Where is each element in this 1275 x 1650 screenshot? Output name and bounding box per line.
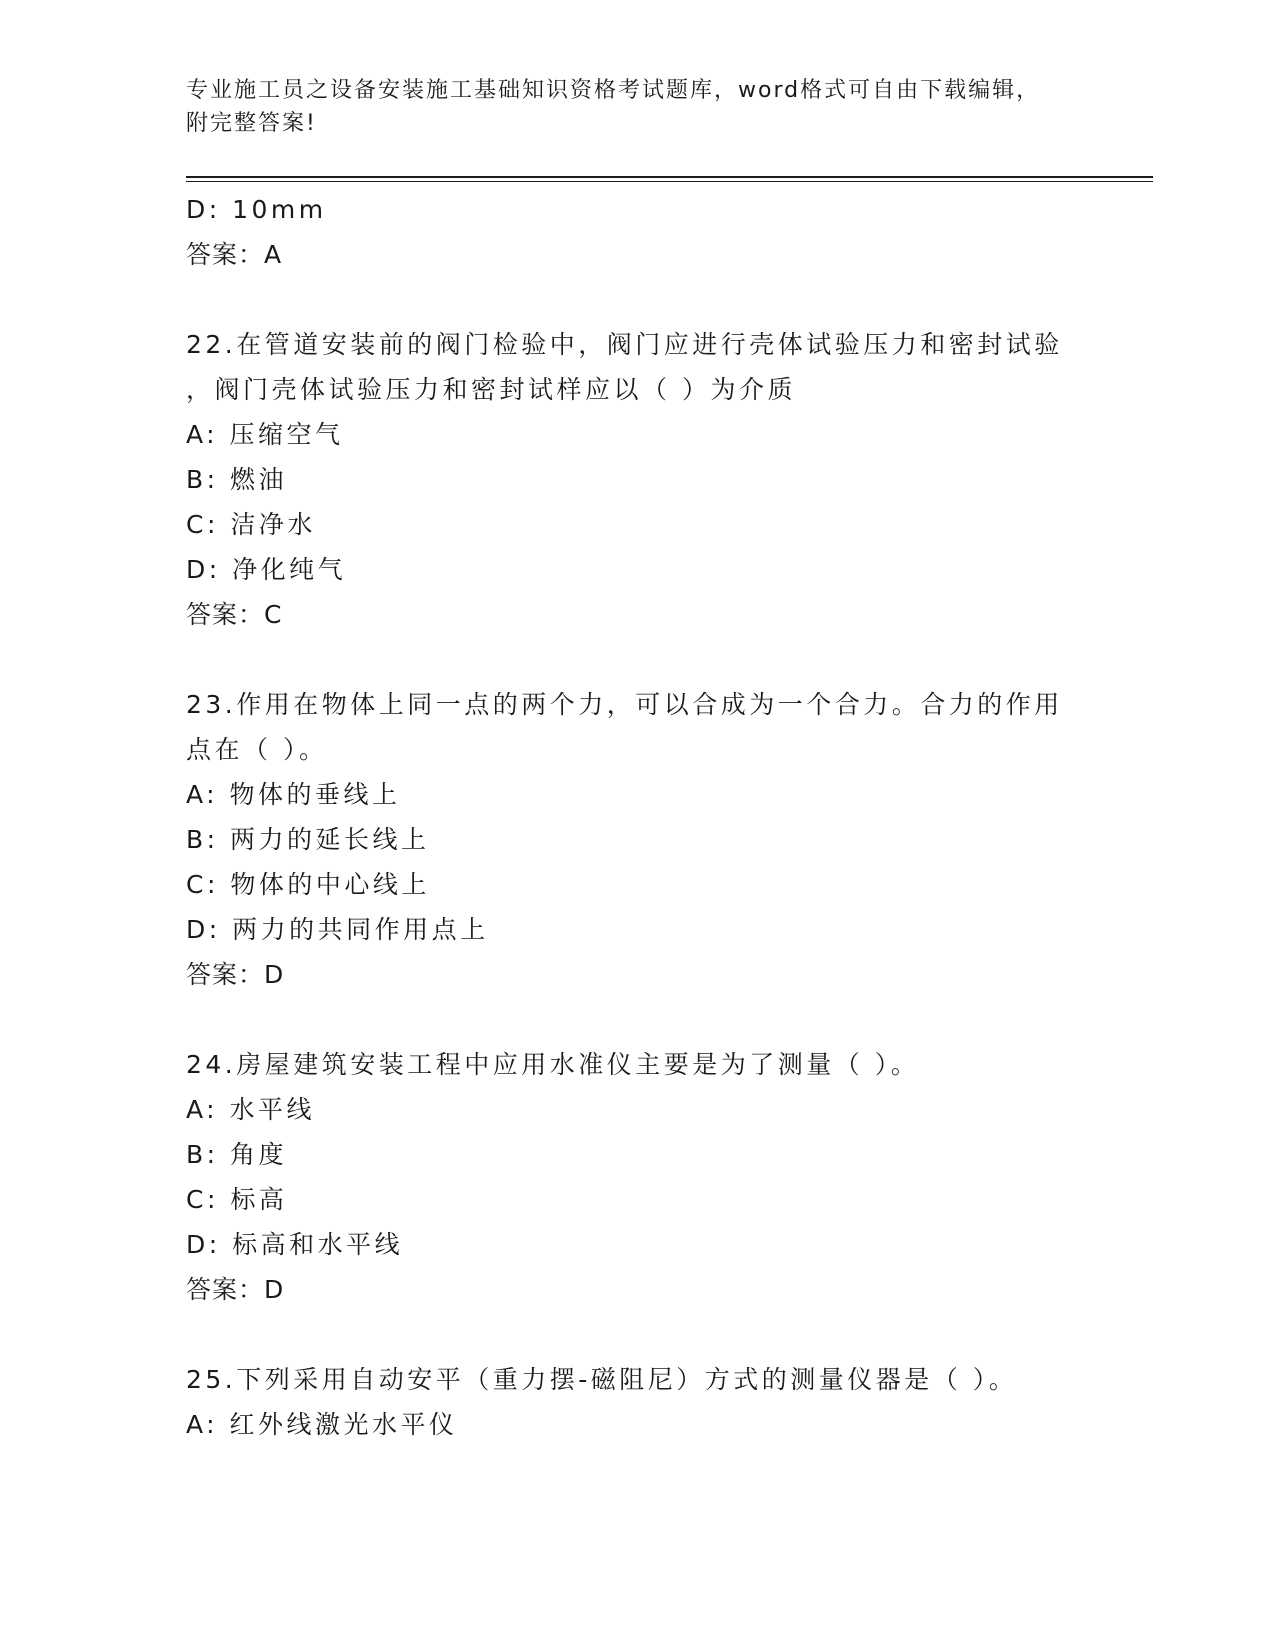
question-text: 22.在管道安装前的阀门检验中，阀门应进行壳体试验压力和密封试验 — [186, 330, 1063, 359]
header-line-1: 专业施工员之设备安装施工基础知识资格考试题库，word格式可自由下载编辑， — [186, 78, 1041, 103]
option-a: A: 水平线 — [186, 1095, 316, 1124]
question-block-24 — [186, 1042, 1086, 1312]
question-text-cont: 点在（ ）。 — [186, 735, 328, 764]
option-d: D: 净化纯气 — [186, 555, 347, 584]
spacer — [186, 1312, 1086, 1357]
answer-line: 答案：A — [186, 240, 283, 269]
option-b: B: 角度 — [186, 1140, 288, 1169]
option-b: B: 两力的延长线上 — [186, 825, 430, 854]
option-c: C: 洁净水 — [186, 510, 316, 539]
option-d: D: 标高和水平线 — [186, 1230, 404, 1259]
option-a: A: 物体的垂线上 — [186, 780, 401, 809]
question-list — [186, 187, 1086, 1447]
question-text: 24.房屋建筑安装工程中应用水准仪主要是为了测量（ ）。 — [186, 1050, 920, 1079]
header-divider-thin — [186, 181, 1153, 182]
page-header — [186, 74, 1066, 140]
option-c: C: 标高 — [186, 1185, 288, 1214]
option-a: A: 压缩空气 — [186, 420, 344, 449]
question-block-22 — [186, 322, 1086, 637]
answer-line: 答案：D — [186, 1275, 285, 1304]
option-d: D: 10mm — [186, 195, 327, 224]
spacer — [186, 637, 1086, 682]
header-divider-thick — [186, 176, 1153, 178]
question-block-25 — [186, 1357, 1086, 1447]
answer-line: 答案：D — [186, 960, 285, 989]
header-line-2: 附完整答案! — [186, 111, 317, 136]
option-b: B: 燃油 — [186, 465, 288, 494]
spacer — [186, 997, 1086, 1042]
question-text-cont: ，阀门壳体试验压力和密封试样应以（ ）为介质 — [186, 375, 796, 404]
question-text: 23.作用在物体上同一点的两个力，可以合成为一个合力。合力的作用 — [186, 690, 1063, 719]
question-block-23 — [186, 682, 1086, 997]
spacer — [186, 277, 1086, 322]
option-d: D: 两力的共同作用点上 — [186, 915, 489, 944]
option-c: C: 物体的中心线上 — [186, 870, 430, 899]
answer-line: 答案：C — [186, 600, 283, 629]
question-text: 25.下列采用自动安平（重力摆-磁阻尼）方式的测量仪器是（ ）。 — [186, 1365, 1018, 1394]
question-block-21 — [186, 187, 1086, 277]
option-a: A: 红外线激光水平仪 — [186, 1410, 458, 1439]
